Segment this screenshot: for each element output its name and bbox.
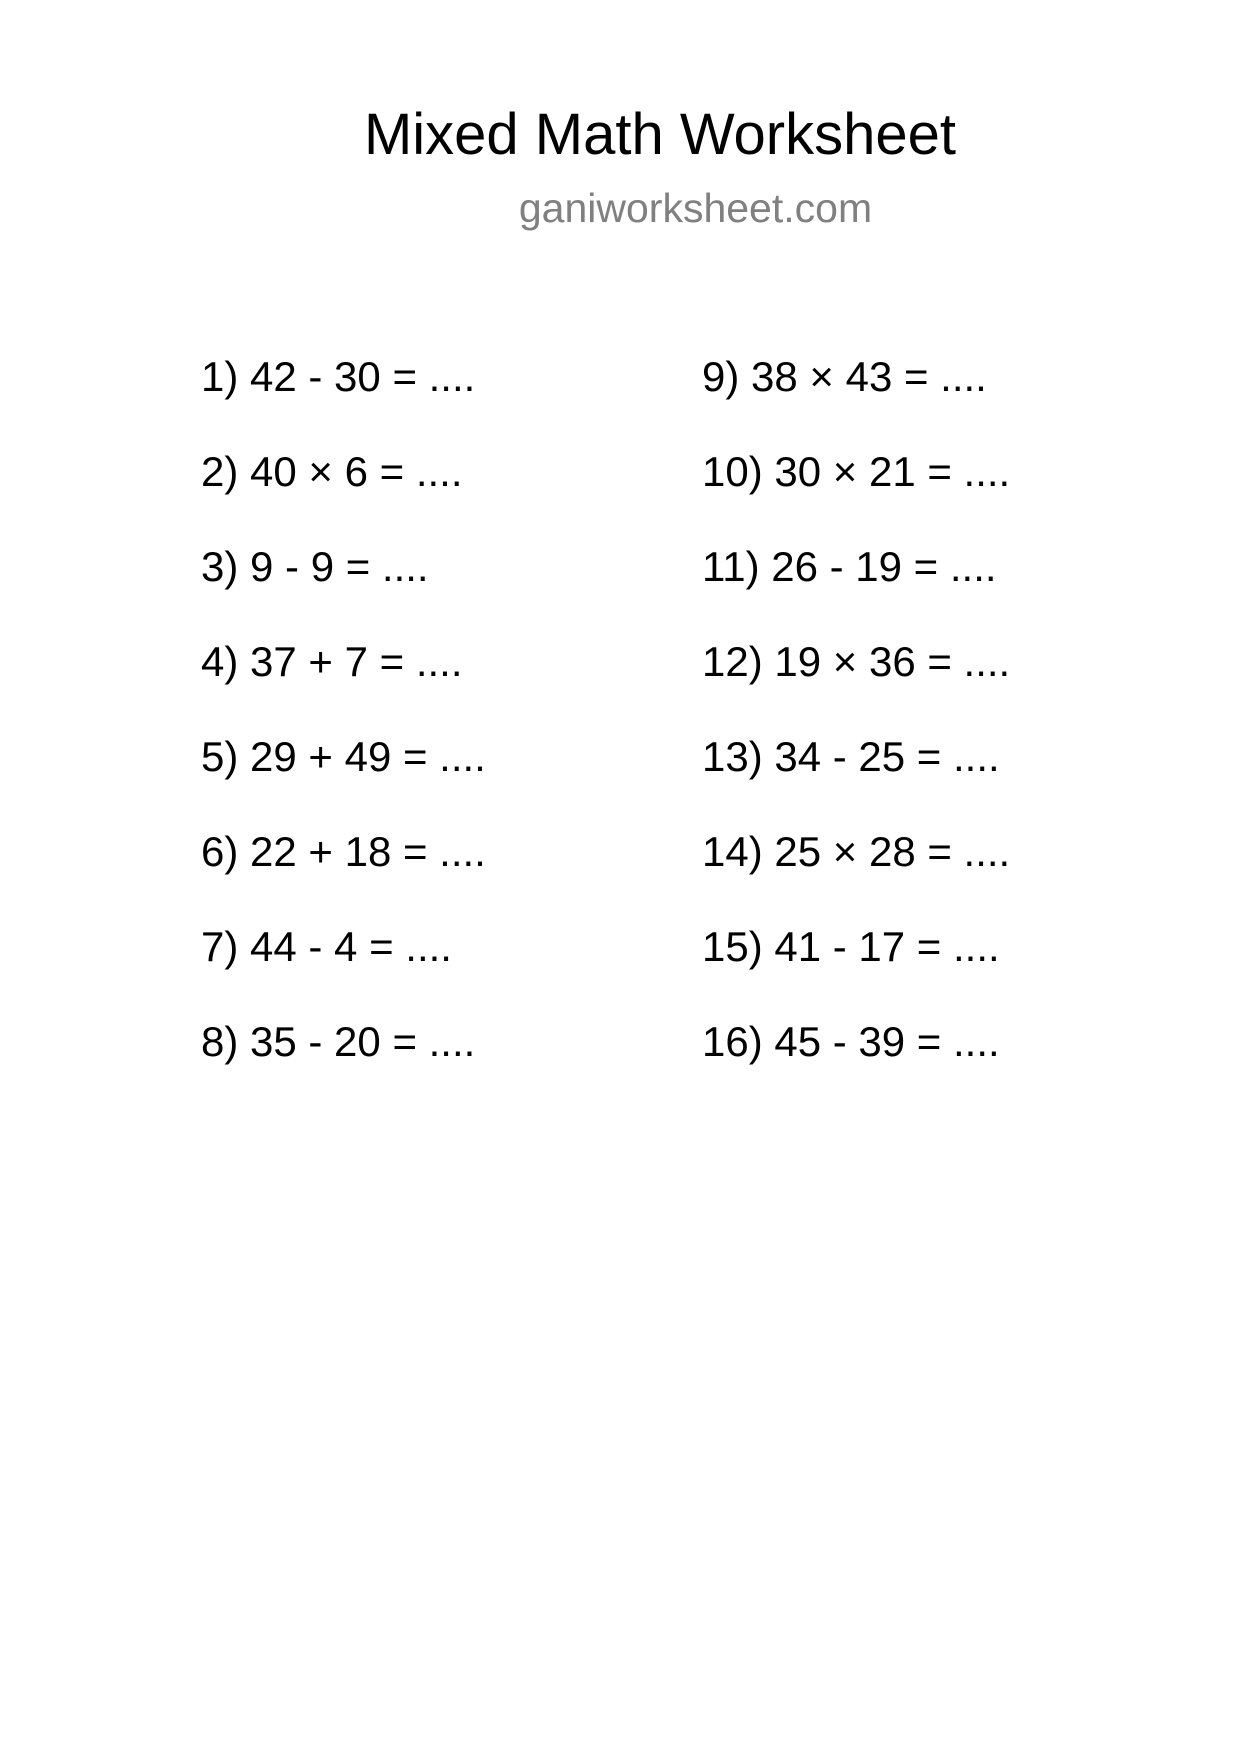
problem-item: 13) 34 - 25 = .... (702, 733, 1000, 780)
problem-item: 6) 22 + 18 = .... (201, 828, 486, 875)
worksheet-title: Mixed Math Worksheet (363, 102, 957, 167)
problem-item: 1) 42 - 30 = .... (201, 353, 476, 400)
problem-item: 4) 37 + 7 = .... (201, 638, 463, 685)
problem-item: 10) 30 × 21 = .... (702, 448, 1011, 495)
problem-column-right (702, 352, 1010, 1112)
website-label: ganiworksheet.com (518, 185, 873, 231)
problem-item: 14) 25 × 28 = .... (702, 828, 1011, 875)
problem-item: 15) 41 - 17 = .... (702, 923, 1000, 970)
problem-item: 16) 45 - 39 = .... (702, 1018, 1000, 1065)
problem-column-left (201, 352, 486, 1112)
problem-item: 12) 19 × 36 = .... (702, 638, 1011, 685)
problem-item: 11) 26 - 19 = .... (702, 543, 997, 590)
problem-item: 8) 35 - 20 = .... (201, 1018, 476, 1065)
problem-item: 9) 38 × 43 = .... (702, 353, 987, 400)
problem-item: 7) 44 - 4 = .... (201, 923, 452, 970)
problem-item: 3) 9 - 9 = .... (201, 543, 429, 590)
problem-item: 5) 29 + 49 = .... (201, 733, 486, 780)
problem-item: 2) 40 × 6 = .... (201, 448, 463, 495)
